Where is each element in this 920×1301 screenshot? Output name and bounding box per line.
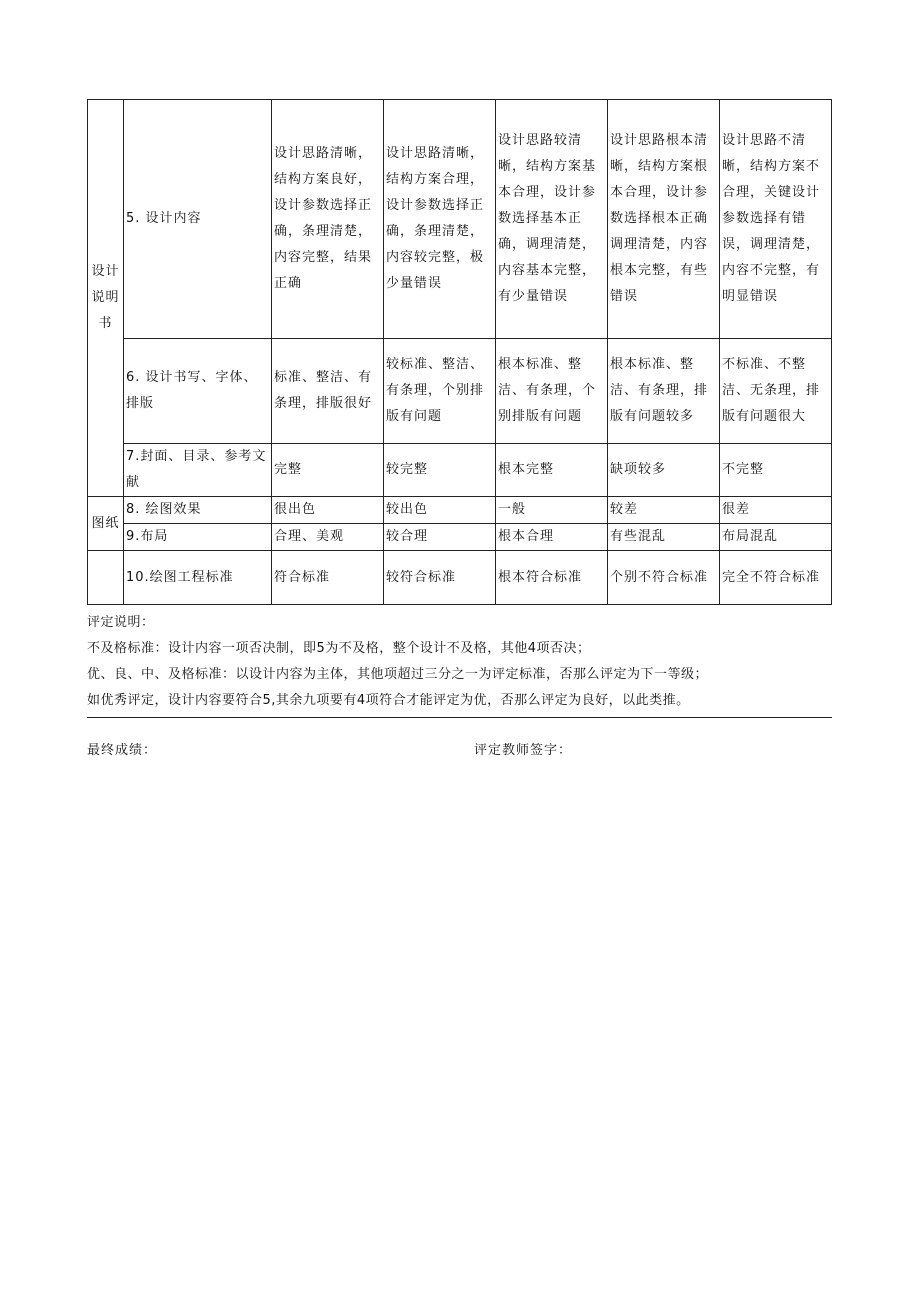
level-fail: 设计思路不清晰，结构方案不合理，关键设计参数选择有错误，调理清楚，内容不完整，有明显错误 [720, 100, 832, 339]
table-row [88, 339, 832, 444]
category-drawings: 图纸 [88, 497, 124, 551]
level-medium: 设计思路较清晰，结构方案基本合理，设计参数选择基本正确，调理清楚，内容基本完整，有少量错误 [496, 100, 608, 339]
level-medium: 根本标准、整洁、有条理，个别排版有问题 [496, 339, 608, 444]
table-row [88, 444, 832, 497]
level-pass: 有些混乱 [608, 524, 720, 551]
level-excellent: 完整 [272, 444, 384, 497]
criterion-label: 7.封面、目录、参考文献 [124, 444, 272, 497]
teacher-signature-label: 评定教师签字： [474, 743, 573, 758]
criterion-label: 5. 设计内容 [124, 100, 272, 339]
criterion-label: 6. 设计书写、字体、排版 [124, 339, 272, 444]
criterion-label: 10.绘图工程标准 [124, 551, 272, 605]
level-excellent: 设计思路清晰，结构方案良好，设计参数选择正确，条理清楚，内容完整，结果正确 [272, 100, 384, 339]
table-row [88, 551, 832, 605]
level-fail: 不标准、不整洁、无条理，排版有问题很大 [720, 339, 832, 444]
notes-grade-standard: 优、良、中、及格标准：以设计内容为主体，其他项超过三分之一为评定标准，否那么评定为下一等级； [87, 667, 709, 682]
level-pass: 较差 [608, 497, 720, 524]
level-pass: 根本标准、整洁、有条理，排版有问题较多 [608, 339, 720, 444]
level-medium: 根本符合标准 [496, 551, 608, 605]
category-design-doc: 设计说明书 [88, 100, 124, 497]
divider [87, 717, 832, 718]
level-good: 较符合标准 [384, 551, 496, 605]
level-excellent: 合理、美观 [272, 524, 384, 551]
evaluation-notes [87, 610, 831, 714]
level-pass: 个别不符合标准 [608, 551, 720, 605]
criterion-label: 9.布局 [124, 524, 272, 551]
level-excellent: 很出色 [272, 497, 384, 524]
table-row [88, 100, 832, 339]
level-excellent: 标准、整洁、有条理，排版很好 [272, 339, 384, 444]
level-pass: 缺项较多 [608, 444, 720, 497]
level-pass: 设计思路根本清晰，结构方案根本合理，设计参数选择根本正确调理清楚，内容根本完整，有些错误 [608, 100, 720, 339]
criterion-label: 8. 绘图效果 [124, 497, 272, 524]
level-good: 较合理 [384, 524, 496, 551]
level-fail: 很差 [720, 497, 832, 524]
level-good: 设计思路清晰，结构方案合理，设计参数选择正确，条理清楚，内容较完整，极少量错误 [384, 100, 496, 339]
notes-excellent-standard: 如优秀评定，设计内容要符合5,其余九项要有4项符合才能评定为优，否那么评定为良好，以此类推。 [87, 693, 690, 708]
table-row [88, 524, 832, 551]
level-excellent: 符合标准 [272, 551, 384, 605]
notes-fail-standard: 不及格标准：设计内容一项否决制，即5为不及格，整个设计不及格，其他4项否决； [87, 641, 591, 656]
category-blank [88, 551, 124, 605]
table-row [88, 497, 832, 524]
grading-rubric-table [87, 99, 832, 605]
level-medium: 根本完整 [496, 444, 608, 497]
level-medium: 一般 [496, 497, 608, 524]
level-good: 较标准、整洁、有条理，个别排版有问题 [384, 339, 496, 444]
level-fail: 完全不符合标准 [720, 551, 832, 605]
level-medium: 根本合理 [496, 524, 608, 551]
final-grade-label: 最终成绩： [87, 743, 158, 758]
level-good: 较出色 [384, 497, 496, 524]
level-fail: 不完整 [720, 444, 832, 497]
notes-heading: 评定说明： [87, 615, 155, 630]
level-good: 较完整 [384, 444, 496, 497]
level-fail: 布局混乱 [720, 524, 832, 551]
